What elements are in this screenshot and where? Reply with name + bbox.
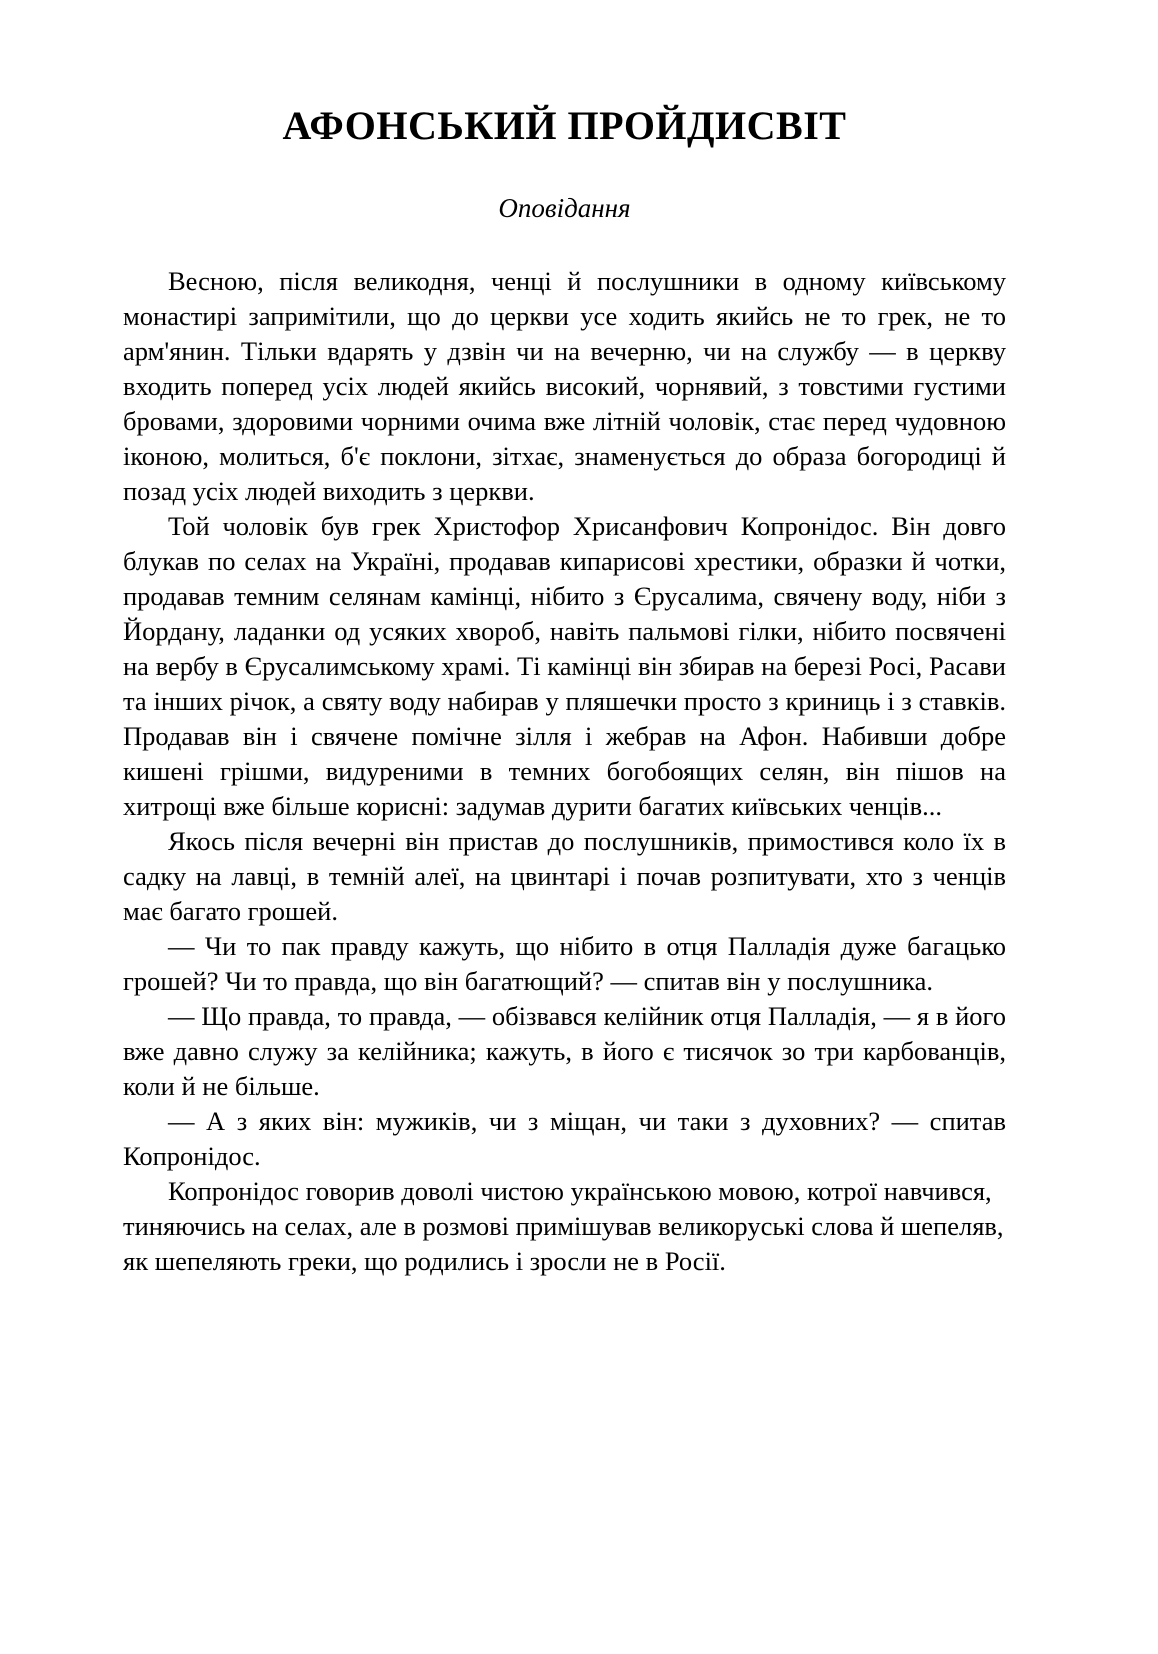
paragraph: Весною, після великодня, ченці й послушники в одному київському монастирі запримітили, що до церкви усе ходить якийсь не то грек, не то арм'янин. Тільки вдарять у дзвін чи на вечерню, чи на службу — в церкву входить поперед усіх людей якийсь високий, чорнявий, з товстими густими бровами, здоровими чорними очима вже літній чоловік, стає перед чудовною іконою, молиться, б'є поклони, зітхає, знаменується до образа богородиці й позад усіх людей виходить з церкви.	[123, 266, 1006, 507]
paragraph: Якось після вечерні він пристав до послушників, примостився коло їх в садку на лавці, в темній алеї, на цвинтарі і почав розпитувати, хто з ченців має багато грошей.	[123, 826, 1006, 927]
paragraph-dialogue: — Чи то пак правду кажуть, що нібито в отця Палладія дуже багацько грошей? Чи то правда, що він багатющий? — спитав він у послушника.	[123, 931, 1006, 997]
body-text	[123, 224, 1006, 1279]
genre-subtitle: Оповідання	[498, 193, 631, 223]
paragraph-dialogue: — Що правда, то правда, — обізвався келійник отця Палладія, — я в його вже давно служу за келійника; кажуть, в його є тисячок зо три карбованців, коли й не більше.	[123, 1001, 1006, 1102]
paragraph: Копронідос говорив доволі чистою українською мовою, котрої навчився, тиняючись на селах, але в розмові примішував великоруські слова й шепеляв, як шепеляють греки, що родились і зросли не в Росії.	[123, 1176, 1004, 1277]
paragraph: Той чоловік був грек Христофор Хрисанфович Копронідос. Він довго блукав по селах на Україні, продавав кипарисові хрестики, образки й чотки, продавав темним селянам камінці, нібито з Єрусалима, свячену воду, ніби з Йордану, ладанки од усяких хвороб, навіть пальмові гілки, нібито посвячені на вербу в Єрусалимському храмі. Ті камінці він збирав на березі Росі, Расави та інших річок, а святу воду набирав у пляшечки просто з криниць і з ставків. Продавав він і свячене помічне зілля і жебрав на Афон. Набивши добре кишені грішми, видуреними в темних богобоящих селян, він пішов на хитрощі вже більше корисні: задумав дурити багатих київських ченців...	[123, 511, 1006, 822]
page-content	[123, 0, 1006, 1279]
page-title: АФОНСЬКИЙ ПРОЙДИСВІТ	[282, 103, 847, 148]
paragraph-dialogue: — А з яких він: мужиків, чи з міщан, чи таки з духовних? — спитав Копронідос.	[123, 1106, 1006, 1172]
